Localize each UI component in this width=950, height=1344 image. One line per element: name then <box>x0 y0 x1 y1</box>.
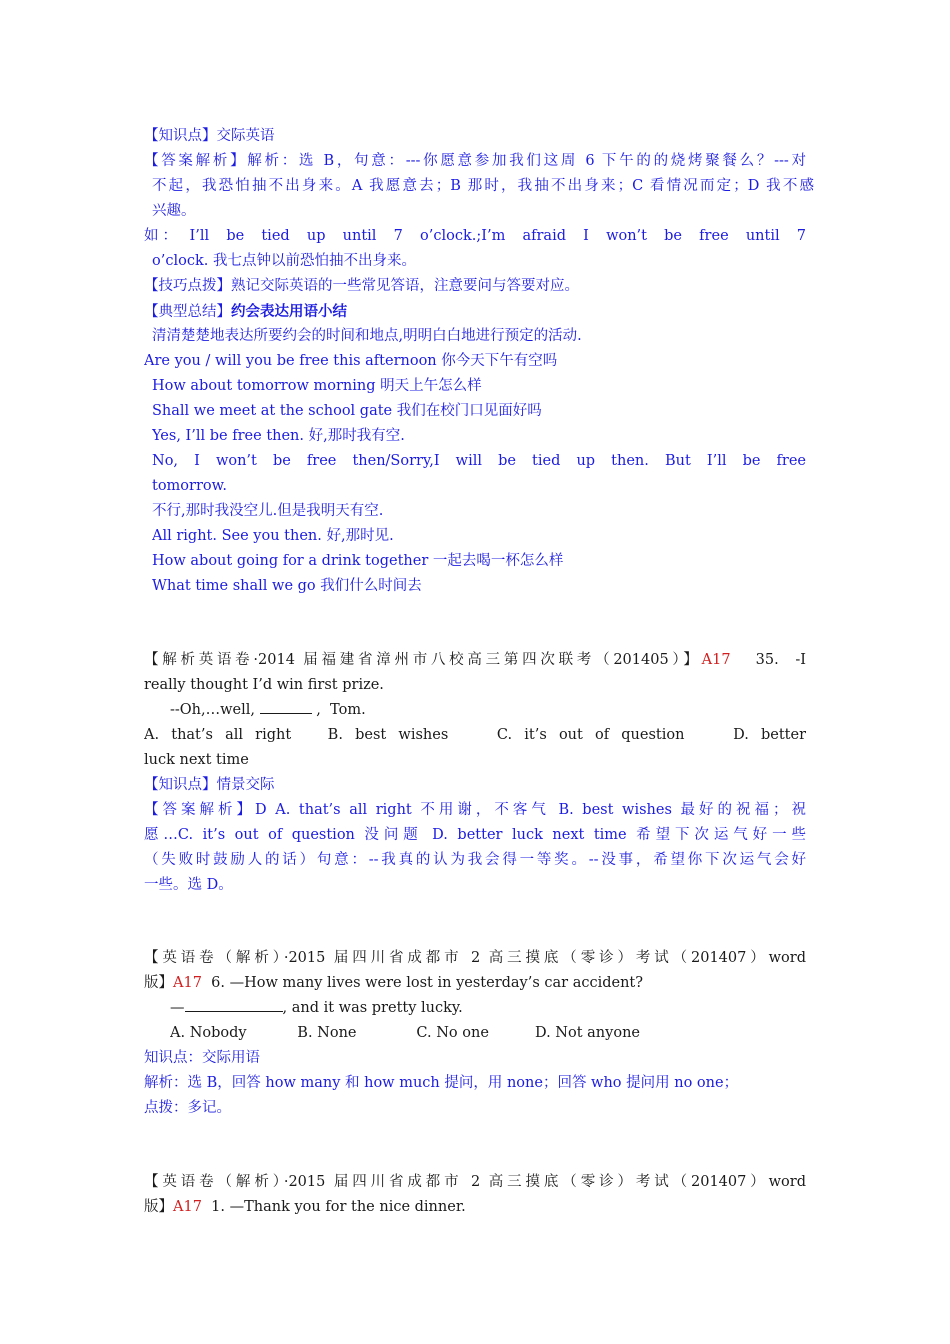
expression-line: No, I won’t be free then/Sorry,I will be tied up then. But I’ll be free <box>152 453 806 469</box>
typical-summary <box>144 299 806 324</box>
dialog-text: , Tom. <box>311 702 366 718</box>
question-stem: 6. —How many lives were lost in yesterday’s car accident? <box>201 975 644 991</box>
expression-line: What time shall we go 我们什么时间去 <box>152 578 422 594</box>
question-source: 版】 <box>144 1199 173 1215</box>
knowledge-point: 【知识点】情景交际 <box>144 777 275 793</box>
answer-analysis-line-2: 不起，我恐怕抽不出身来。A 我愿意去；B 那时，我抽不出身来；C 看情况而定；D 我不感 <box>152 178 814 194</box>
typical-summary-label: 【典型总结】 <box>144 304 231 320</box>
options-line: A. Nobody B. None C. No one D. Not anyone <box>170 1025 640 1041</box>
answer-analysis-line-3: 兴趣。 <box>152 203 196 219</box>
question-code: A17 <box>173 975 202 991</box>
question-stem: really thought I’d win first prize. <box>144 677 384 693</box>
expression-line: All right. See you then. 好,那时见. <box>152 528 394 544</box>
example-line-1: 如： I’ll be tied up until 7 o’clock.;I’m afraid I won’t be free until 7 <box>144 228 806 244</box>
expression-line: Are you / will you be free this afternoon 你今天下午有空吗 <box>144 353 558 369</box>
answer-analysis-line-4: 一些。选 D。 <box>144 877 233 893</box>
expression-line: 不行,那时我没空儿.但是我明天有空. <box>152 503 384 519</box>
question-number: 35. -I <box>730 652 806 668</box>
answer-analysis-line-1: 【答案解析】D A. that’s all right 不用谢，不客气 B. best wishes 最好的祝福；祝 <box>144 802 806 818</box>
options-line: luck next time <box>144 752 249 768</box>
question-code: A17 <box>173 1199 202 1215</box>
question-source: 【英语卷（解析）·2015 届四川省成都市 2 高三摸底（零诊）考试（201407）word <box>144 950 806 966</box>
knowledge-point: 知识点：交际用语 <box>144 1050 260 1066</box>
question-code: A17 <box>701 652 731 668</box>
typical-summary-title: 约会表达用语小结 <box>231 303 347 320</box>
expression-line: How about tomorrow morning 明天上午怎么样 <box>152 378 482 394</box>
expression-line: Yes, I’ll be free then. 好,那时我有空. <box>152 428 405 444</box>
question-source: 【英语卷（解析）·2015 届四川省成都市 2 高三摸底（零诊）考试（201407）word <box>144 1174 806 1190</box>
summary-intro: 清清楚楚地表达所要约会的时间和地点,明明白白地进行预定的活动. <box>152 328 582 344</box>
answer-analysis-line-1: 【答案解析】解析：选 B，句意：---你愿意参加我们这周 6 下午的的烧烤聚餐么？---对 <box>144 153 806 169</box>
question-header <box>144 971 806 996</box>
answer-analysis-line-2: 愿…C. it’s out of question 没问题 D. better luck next time 希望下次运气好一些 <box>144 827 806 843</box>
question-dialog <box>170 698 832 723</box>
question-dialog <box>170 996 832 1021</box>
question-header <box>144 648 806 673</box>
dialog-text: — <box>170 1000 185 1016</box>
example-line-2: o’clock. 我七点钟以前恐怕抽不出身来。 <box>152 253 416 269</box>
question-source: 【解析英语卷·2014 届福建省漳州市八校高三第四次联考（201405）】 <box>144 652 702 668</box>
expression-line: tomorrow. <box>152 478 227 494</box>
skill-tip: 【技巧点拨】熟记交际英语的一些常见答语，注意要问与答要对应。 <box>144 278 579 294</box>
dialog-text: --Oh,…well, <box>170 702 260 718</box>
tip: 点拨：多记。 <box>144 1100 231 1116</box>
answer-blank <box>260 699 312 714</box>
expression-line: Shall we meet at the school gate 我们在校门口见面好吗 <box>152 403 542 419</box>
expression-line: How about going for a drink together 一起去喝一杯怎么样 <box>152 553 564 569</box>
dialog-text: , and it was pretty lucky. <box>282 1000 463 1016</box>
knowledge-point: 【知识点】交际英语 <box>144 128 275 144</box>
question-source: 版】 <box>144 975 173 991</box>
answer-analysis-line-3: （失败时鼓励人的话）句意：--我真的认为我会得一等奖。--没事，希望你下次运气会好 <box>144 852 806 868</box>
options-line: A. that’s all right B. best wishes C. it’s out of question D. better <box>144 727 806 743</box>
question-header <box>144 1195 806 1220</box>
question-stem: 1. —Thank you for the nice dinner. <box>201 1199 466 1215</box>
answer-blank <box>185 997 283 1012</box>
answer-analysis: 解析：选 B，回答 how many 和 how much 提问，用 none；回答 who 提问用 no one； <box>144 1075 739 1091</box>
